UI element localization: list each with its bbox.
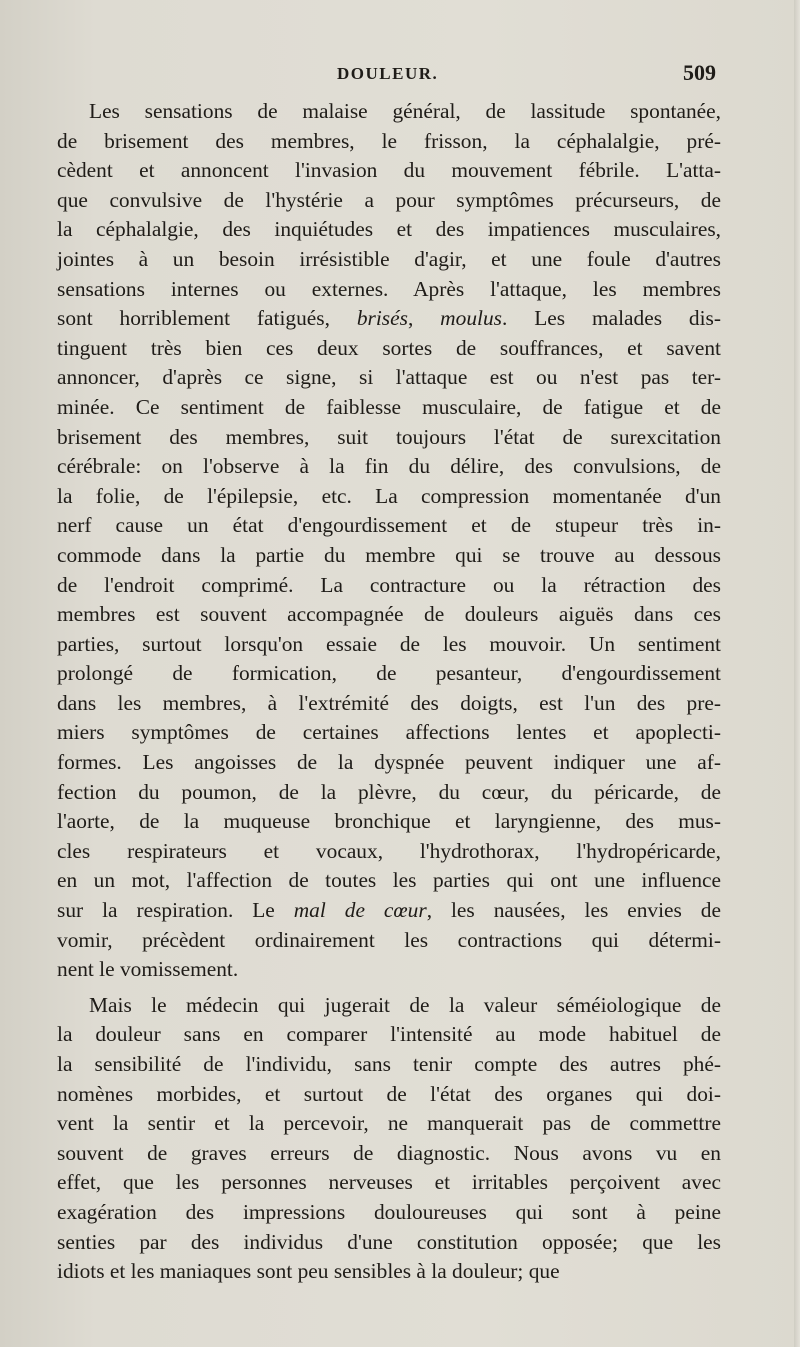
text-line: annoncer, d'après ce signe, si l'attaque est ou n'est pas ter- [57,365,721,390]
text-line: effet, que les personnes nerveuses et irritables perçoivent avec [57,1170,721,1195]
italic-phrase: mal de cœur [293,898,427,923]
text-line: prolongé de formication, de pesanteur, d'engourdissement [57,661,721,686]
text-run: sont horriblement fatigués, [57,306,357,331]
italic-phrase: moulus [440,306,502,331]
text-line: la céphalalgie, des inquiétudes et des impatiences musculaires, [57,217,721,242]
text-run: , [426,898,433,923]
text-line: nerf cause un état d'engourdissement et de stupeur très in- [57,513,721,538]
text-line: idiots et les maniaques sont peu sensibles à la douleur; que [57,1259,560,1284]
text-run: les nausées, les envies de [432,898,721,923]
text-line: miers symptômes de certaines affections lentes et apoplecti- [57,720,721,745]
text-line: cèdent et annoncent l'invasion du mouvement fébrile. L'atta- [57,158,721,183]
text-line: sensations internes ou externes. Après l'attaque, les membres [57,276,721,301]
text-line: dans les membres, à l'extrémité des doigts, est l'un des pre- [57,690,721,715]
text-line: la folie, de l'épilepsie, etc. La compression momentanée d'un [57,483,721,508]
paragraph [57,991,721,1287]
text-line: nomènes morbides, et surtout de l'état des organes qui doi- [57,1081,721,1106]
text-line: membres est souvent accompagnée de douleurs aiguës dans ces [57,602,721,627]
text-line: senties par des individus d'une constitution opposée; que les [57,1229,721,1254]
text-line: en un mot, l'affection de toutes les parties qui ont une influence [57,868,721,893]
running-header [0,56,800,92]
text-line: Mais le médecin qui jugerait de la valeur séméiologique de [89,992,721,1017]
text-line: jointes à un besoin irrésistible d'agir, et une foule d'autres [57,246,721,271]
text-line: de l'endroit comprimé. La contracture ou la rétraction des [57,572,721,597]
text-line: tinguent très bien ces deux sortes de souffrances, et savent [57,335,721,360]
text-line: vent la sentir et la percevoir, ne manquerait pas de commettre [57,1111,721,1136]
text-line: la douleur sans en comparer l'intensité au mode habituel de [57,1022,721,1047]
text-line: Les sensations de malaise général, de lassitude spontanée, [89,99,721,123]
paragraph [57,97,721,985]
body-text [57,97,721,1287]
text-run: . Les malades dis- [501,306,722,331]
text-line: fection du poumon, de la plèvre, du cœur, du péricarde, de [57,779,721,804]
text-run: sur la respiration. Le [57,898,294,923]
text-line: vomir, précèdent ordinairement les contractions qui détermi- [57,927,721,952]
text-line: minée. Ce sentiment de faiblesse musculaire, de fatigue et de [57,394,721,419]
page-number: 509 [683,60,716,85]
text-line [57,304,721,334]
text-line: cérébrale: on l'observe à la fin du délire, des convulsions, de [57,454,721,479]
text-line: cles respirateurs et vocaux, l'hydrothorax, l'hydropéricarde, [57,838,721,863]
italic-phrase: brisés [356,306,408,331]
text-line: nent le vomissement. [57,957,239,982]
text-line: que convulsive de l'hystérie a pour symptômes précurseurs, de [57,187,721,212]
text-line: l'aorte, de la muqueuse bronchique et laryngienne, des mus- [57,809,721,834]
text-line: parties, surtout lorsqu'on essaie de les mouvoir. Un sentiment [57,631,721,656]
text-line: la sensibilité de l'individu, sans tenir compte des autres phé- [57,1052,721,1076]
text-line: formes. Les angoisses de la dyspnée peuvent indiquer une af- [57,750,721,775]
text-line [57,896,721,926]
text-line: de brisement des membres, le frisson, la céphalalgie, pré- [57,128,721,153]
text-line: exagération des impressions douloureuses qui sont à peine [57,1199,721,1224]
text-run: , [407,306,441,331]
text-line: commode dans la partie du membre qui se trouve au dessous [57,542,721,567]
running-title: DOULEUR. [337,64,439,83]
text-line: brisement des membres, suit toujours l'état de surexcitation [57,424,721,449]
text-line: souvent de graves erreurs de diagnostic. Nous avons vu en [57,1140,721,1165]
